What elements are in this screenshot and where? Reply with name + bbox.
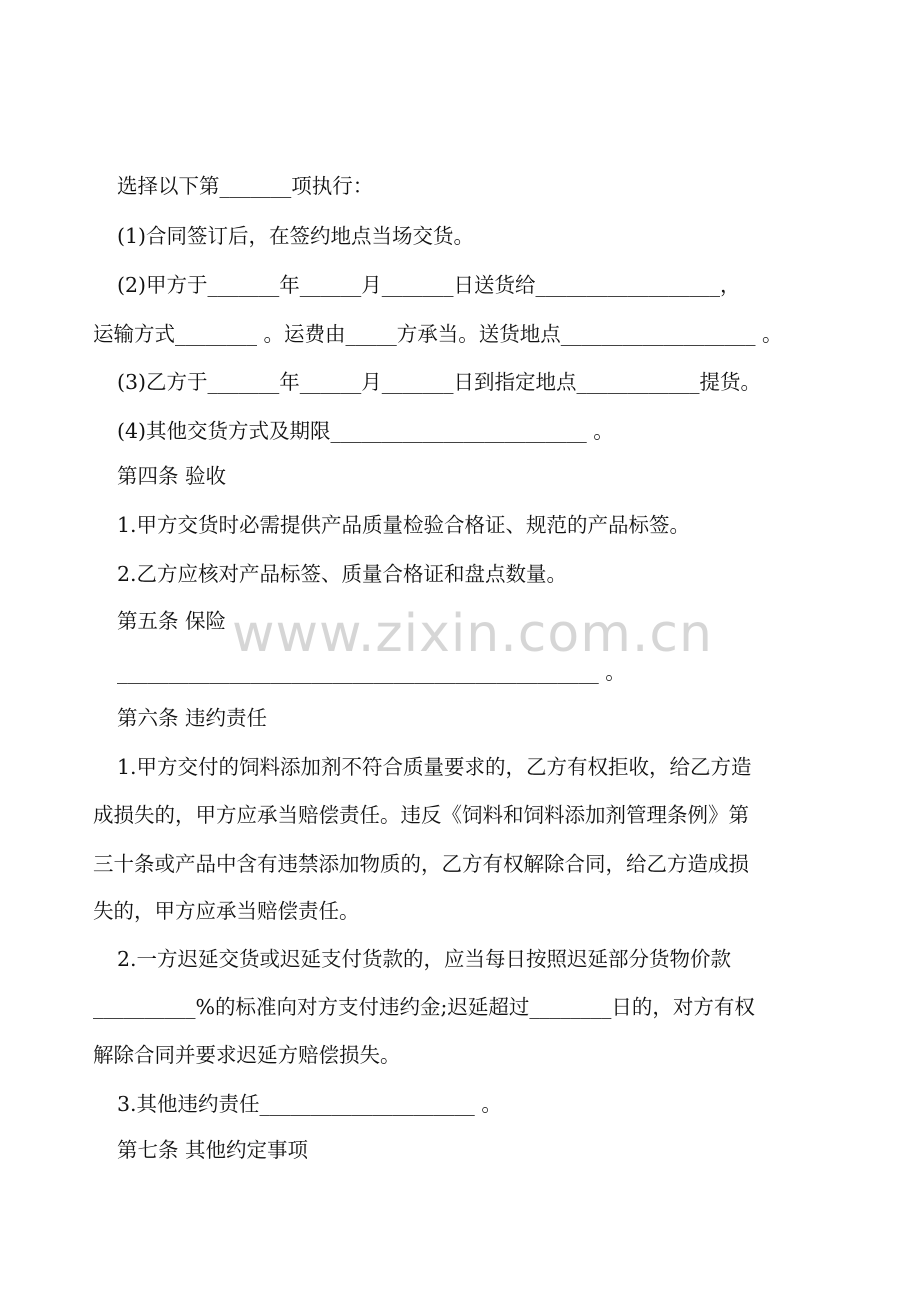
section-heading: 第七条 其他约定事项 <box>117 1138 309 1162</box>
text-line: 2.一方迟延交货或迟延支付货款的，应当每日按照迟延部分货物价款 <box>117 947 732 971</box>
text-line: 3.其他违约责任_____________________ 。 <box>117 1092 502 1116</box>
text-line: (3)乙方于_______年______月_______日到指定地点____________提货。 <box>117 370 762 394</box>
watermark: www.zixin.com.cn <box>232 604 713 664</box>
text-line: 1.甲方交货时必需提供产品质量检验合格证、规范的产品标签。 <box>117 513 691 537</box>
text-line: 1.甲方交付的饲料添加剂不符合质量要求的，乙方有权拒收，给乙方造 <box>117 755 752 779</box>
text-line: 失的，甲方应承当赔偿责任。 <box>93 899 360 923</box>
text-line: 三十条或产品中含有违禁添加物质的，乙方有权解除合同，给乙方造成损 <box>93 852 749 876</box>
text-line: (1)合同签订后，在签约地点当场交货。 <box>117 224 475 248</box>
text-line: (2)甲方于_______年______月_______日送货给__________________， <box>117 273 741 297</box>
text-line: 运输方式________ 。运费由_____方承当。送货地点___________________ 。 <box>93 322 783 346</box>
text-line: 成损失的，甲方应承当赔偿责任。违反《饲料和饲料添加剂管理条例》第 <box>93 803 749 827</box>
text-line: 选择以下第_______项执行： <box>117 174 374 198</box>
section-heading: 第四条 验收 <box>117 464 227 488</box>
section-heading: 第五条 保险 <box>117 609 227 633</box>
section-heading: 第六条 违约责任 <box>117 706 268 730</box>
text-line: 解除合同并要求迟延方赔偿损失。 <box>93 1043 401 1067</box>
text-line: (4)其他交货方式及期限_________________________ 。 <box>117 419 614 443</box>
text-line: _______________________________________________ 。 <box>117 660 626 684</box>
text-line: __________%的标准向对方支付违约金;迟延超过________日的，对方有权 <box>93 995 755 1019</box>
text-line: 2.乙方应核对产品标签、质量合格证和盘点数量。 <box>117 562 568 586</box>
